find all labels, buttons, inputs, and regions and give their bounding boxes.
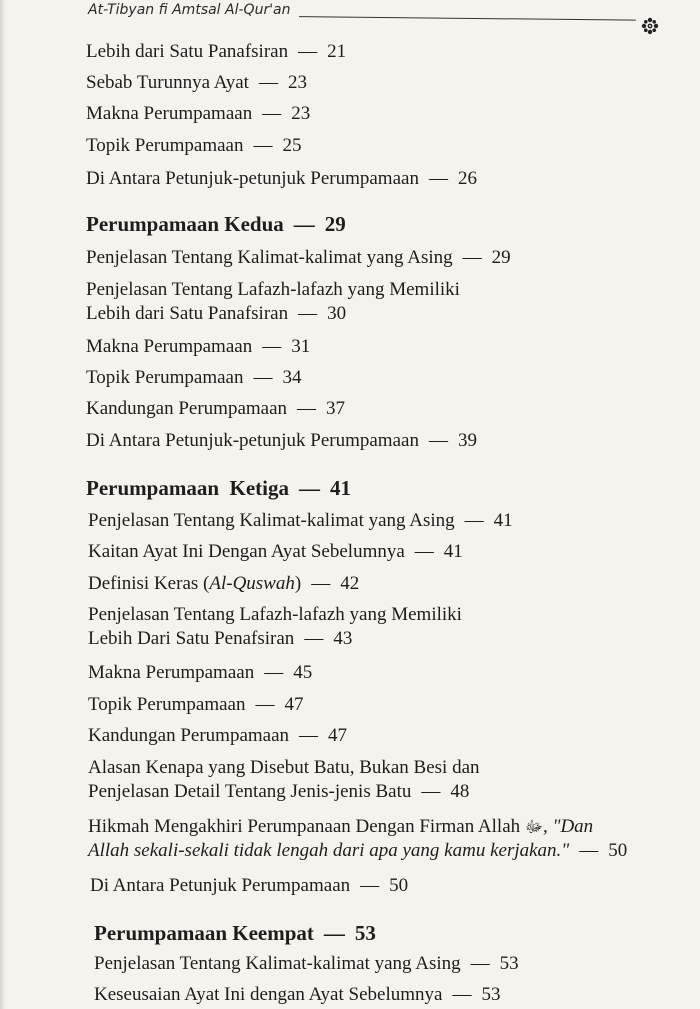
entry-page: 30 [327,303,347,324]
toc-entry[interactable]: Lebih dari Satu Panafsiran — 21 [86,41,347,62]
toc-entry[interactable]: Keseusaian Ayat Ini dengan Ayat Sebelumnya — 53 [94,984,501,1005]
section-heading[interactable]: Perumpamaan Ketiga — 41 [86,476,351,500]
entry-label: Sebab Turunnya Ayat [86,72,249,93]
entry-label: Topik Perumpamaan [86,367,244,388]
toc-entry[interactable]: Makna Perumpamaan — 45 [88,662,313,683]
honorific-symbol-icon: ﷻ [524,817,543,836]
section-heading[interactable]: Perumpamaan Kedua — 29 [86,212,346,236]
entry-page: 41 [443,541,463,562]
toc-entry-multiline[interactable]: Penjelasan Tentang Lafazh-lafazh yang Memiliki Lebih dari Satu Panafsiran — 30 [86,279,460,324]
entry-label: Makna Perumpamaan [88,662,255,683]
toc-entry[interactable]: Sebab Turunnya Ayat — 23 [86,72,307,93]
section-title: Perumpamaan Keempat [94,921,314,945]
entry-label: Topik Perumpamaan [86,135,244,156]
entry-label: Makna Perumpamaan [86,103,253,124]
toc-entry[interactable]: Penjelasan Tentang Kalimat-kalimat yang Asing — 53 [94,953,519,974]
entry-label: Di Antara Petunjuk Perumpamaan [90,875,351,896]
entry-page: 50 [389,875,409,896]
entry-label: Penjelasan Tentang Lafazh-lafazh yang Memiliki [86,279,460,300]
entry-page: 39 [457,430,477,451]
toc-entry[interactable]: Penjelasan Tentang Kalimat-kalimat yang Asing — 29 [86,247,511,268]
entry-label: Di Antara Petunjuk-petunjuk Perumpamaan [86,168,419,189]
toc-entry[interactable]: Di Antara Petunjuk-petunjuk Perumpamaan — 26 [86,168,477,189]
toc-entry[interactable]: Makna Perumpamaan — 31 [86,336,311,357]
entry-label: Penjelasan Tentang Kalimat-kalimat yang Asing [86,247,453,268]
entry-label: Kaitan Ayat Ini Dengan Ayat Sebelumnya [88,541,405,562]
toc-entry[interactable]: Makna Perumpamaan — 23 [86,103,311,124]
entry-label: Kandungan Perumpamaan [86,398,288,419]
entry-label: Lebih dari Satu Panafsiran [86,41,289,62]
entry-page: 34 [282,367,302,388]
toc-entry-multiline[interactable]: Alasan Kenapa yang Disebut Batu, Bukan Besi dan Penjelasan Detail Tentang Jenis-jenis Batu — 48 [88,757,480,802]
entry-label-italic: , "Dan [542,816,594,837]
entry-label: Di Antara Petunjuk-petunjuk Perumpamaan [86,430,419,451]
entry-page: 53 [481,984,501,1005]
entry-page: 23 [291,103,311,124]
entry-label: Topik Perumpamaan [88,694,246,715]
section-page: 53 [354,921,376,945]
entry-page: 47 [328,725,348,746]
toc-entry[interactable]: Di Antara Petunjuk Perumpamaan — 50 [90,875,409,896]
entry-label: Definisi Keras ( [88,573,210,594]
entry-label-cont: Lebih dari Satu Panafsiran [86,303,289,324]
entry-page: 41 [493,510,513,531]
entry-label-italic: Al-Quswah [209,573,295,594]
entry-label: Hikmah Mengakhiri Perumpanaan Dengan Firman Allah [88,816,525,837]
entry-page: 31 [291,336,311,357]
toc-entry-multiline[interactable]: Penjelasan Tentang Lafazh-lafazh yang Memiliki Lebih Dari Satu Penafsiran — 43 [88,604,462,649]
entry-label-cont: Lebih Dari Satu Penafsiran [88,628,295,649]
entry-label: Penjelasan Tentang Lafazh-lafazh yang Memiliki [88,604,462,625]
entry-label: Makna Perumpamaan [86,336,253,357]
toc-entry[interactable]: Definisi Keras (Al-Quswah) — 42 [88,573,360,594]
entry-label: Keseusaian Ayat Ini dengan Ayat Sebelumnya [94,984,443,1005]
book-title: At-Tibyan fi Amtsal Al-Qur'an [88,2,299,18]
entry-label-italic-cont: Allah sekali-sekali tidak lengah dari apa yang kamu kerjakan." [88,840,570,861]
entry-page: 37 [326,398,346,419]
entry-page: 53 [499,953,519,974]
entry-page: 21 [327,41,347,62]
toc-entry[interactable]: Kaitan Ayat Ini Dengan Ayat Sebelumnya — 41 [88,541,463,562]
section-heading[interactable]: Perumpamaan Keempat — 53 [94,921,376,945]
entry-page: 43 [333,628,353,649]
entry-page: 45 [293,662,313,683]
toc-entry[interactable]: Di Antara Petunjuk-petunjuk Perumpamaan — 39 [86,430,477,451]
section-page: 41 [329,476,351,500]
toc-entry[interactable]: Penjelasan Tentang Kalimat-kalimat yang Asing — 41 [88,510,513,531]
entry-label: Penjelasan Tentang Kalimat-kalimat yang Asing [88,510,455,531]
section-title: Perumpamaan Ketiga [86,476,289,500]
entry-page: 26 [457,168,477,189]
toc-entry[interactable]: Kandungan Perumpamaan — 47 [88,725,348,746]
entry-label: Kandungan Perumpamaan [88,725,290,746]
entry-label-cont: Penjelasan Detail Tentang Jenis-jenis Batu [88,781,412,802]
toc-entry[interactable]: Kandungan Perumpamaan — 37 [86,398,346,419]
toc-entry[interactable]: Topik Perumpamaan — 34 [86,367,302,388]
entry-label: Penjelasan Tentang Kalimat-kalimat yang Asing [94,953,461,974]
section-page: 29 [324,212,346,236]
section-title: Perumpamaan Kedua [86,212,284,236]
entry-page: 42 [340,573,360,594]
entry-page: 25 [282,135,302,156]
entry-page: 47 [284,694,304,715]
entry-page: 29 [491,247,511,268]
toc-entry[interactable]: Topik Perumpamaan — 47 [88,694,304,715]
entry-page: 23 [287,72,307,93]
entry-page: 50 [608,840,628,861]
entry-page: 48 [450,781,470,802]
toc-entry-multiline[interactable]: Hikmah Mengakhiri Perumpanaan Dengan Firman Allah ﷻ, "Dan Allah sekali-sekali tidak lengah dari apa yang kamu kerjakan." — 50 [88,816,628,861]
toc-entry[interactable]: Topik Perumpamaan — 25 [86,135,302,156]
entry-label: Alasan Kenapa yang Disebut Batu, Bukan Besi dan [88,757,480,778]
